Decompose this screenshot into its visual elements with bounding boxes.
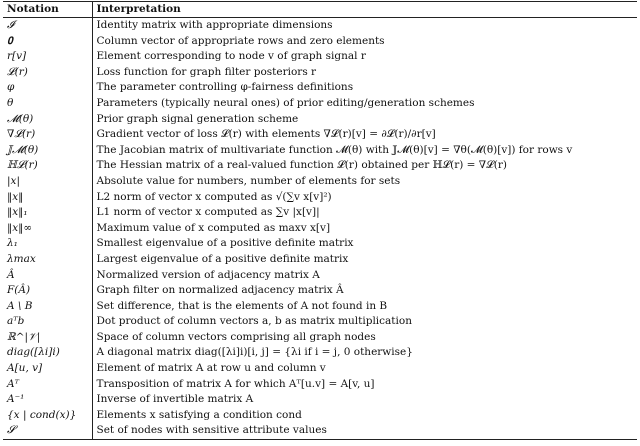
table-row xyxy=(3,423,637,439)
table-row xyxy=(3,96,637,112)
interpretation-cell: Set of nodes with sensitive attribute values xyxy=(96,424,327,437)
interpretation-cell: Set difference, that is the elements of A not found in B xyxy=(96,299,388,312)
notation-table xyxy=(3,1,637,440)
interpretation-cell: The Hessian matrix of a real-valued function 𝓛(r) obtained per ℍ𝓛(r) = ∇𝓛(r) xyxy=(96,159,507,172)
table-row xyxy=(3,158,637,174)
table-row xyxy=(3,236,637,252)
table-row xyxy=(3,34,637,50)
table-row xyxy=(3,221,637,237)
interpretation-cell: The Jacobian matrix of multivariate function 𝓜(θ) with 𝕁𝓜(θ)[v] = ∇θ(𝓜(θ)[v]) for rows v xyxy=(96,143,573,156)
notation-cell: Â xyxy=(3,268,92,284)
interpretation-cell: Maximum value of x computed as maxv x[v] xyxy=(96,221,331,234)
notation-cell: 𝓘 xyxy=(3,18,92,34)
interpretation-cell: Prior graph signal generation scheme xyxy=(96,112,299,125)
table-row xyxy=(3,299,637,315)
interpretation-cell: A diagonal matrix diag([λi]i)[i, j] = {λi if i = j, 0 otherwise} xyxy=(96,346,413,359)
table-body xyxy=(3,18,637,440)
notation-cell: 𝓢 xyxy=(3,423,92,439)
table-row xyxy=(3,127,637,143)
interpretation-cell: Element of matrix A at row u and column v xyxy=(96,362,326,375)
notation-cell: |x| xyxy=(3,174,92,190)
interpretation-cell: Transposition of matrix A for which Aᵀ[u.v] = A[v, u] xyxy=(96,377,375,390)
table-row xyxy=(3,268,637,284)
notation-cell: ‖x‖₁ xyxy=(3,205,92,221)
notation-cell: 𝕁𝓜(θ) xyxy=(3,143,92,159)
notation-cell: ℝ^|𝒱| xyxy=(3,330,92,346)
interpretation-cell: Graph filter on normalized adjacency matrix Â xyxy=(96,284,344,297)
interpretation-cell: Loss function for graph filter posteriors r xyxy=(96,65,317,78)
interpretation-cell: The parameter controlling φ-fairness definitions xyxy=(96,81,354,94)
table-row xyxy=(3,190,637,206)
interpretation-cell: Absolute value for numbers, number of elements for sets xyxy=(96,174,401,187)
notation-cell: A \ B xyxy=(3,299,92,315)
notation-cell: aᵀb xyxy=(3,314,92,330)
table-row xyxy=(3,143,637,159)
interpretation-cell: Space of column vectors comprising all graph nodes xyxy=(96,330,376,343)
notation-cell: {x | cond(x)} xyxy=(3,408,92,424)
notation-cell: ∇𝓛(r) xyxy=(3,127,92,143)
table-row xyxy=(3,377,637,393)
interpretation-cell: Identity matrix with appropriate dimensions xyxy=(96,19,333,31)
table-row xyxy=(3,408,637,424)
interpretation-cell: Column vector of appropriate rows and zero elements xyxy=(96,34,385,47)
table-row xyxy=(3,330,637,346)
header-notation: Notation xyxy=(3,2,92,18)
notation-cell: 𝓛(r) xyxy=(3,65,92,81)
notation-cell: ℍ𝓛(r) xyxy=(3,158,92,174)
interpretation-cell: Parameters (typically neural ones) of prior editing/generation schemes xyxy=(96,96,475,109)
table-row xyxy=(3,252,637,268)
notation-cell: θ xyxy=(3,96,92,112)
interpretation-cell: Inverse of invertible matrix A xyxy=(96,393,254,406)
table-row xyxy=(3,392,637,408)
notation-cell: λmax xyxy=(3,252,92,268)
table-row xyxy=(3,345,637,361)
notation-cell: A⁻¹ xyxy=(3,392,92,408)
interpretation-cell: L2 norm of vector x computed as √(∑v x[v]²) xyxy=(96,190,332,203)
header-interpretation: Interpretation xyxy=(96,3,181,15)
notation-cell: F(Â) xyxy=(3,283,92,299)
interpretation-cell: Gradient vector of loss 𝓛(r) with elements ∇𝓛(r)[v] = ∂𝓛(r)/∂r[v] xyxy=(96,128,436,141)
table-row xyxy=(3,174,637,190)
interpretation-cell: Elements x satisfying a condition cond xyxy=(96,408,302,421)
interpretation-cell: L1 norm of vector x computed as ∑v |x[v]| xyxy=(96,206,320,219)
notation-cell: r[v] xyxy=(3,49,92,65)
notation-cell: ‖x‖∞ xyxy=(3,221,92,237)
table-row xyxy=(3,18,637,34)
notation-cell: diag([λi]i) xyxy=(3,345,92,361)
notation-cell: 𝓜(θ) xyxy=(3,112,92,128)
interpretation-cell: Dot product of column vectors a, b as matrix multiplication xyxy=(96,315,412,328)
table-header xyxy=(3,2,637,18)
notation-cell: φ xyxy=(3,80,92,96)
interpretation-cell: Element corresponding to node v of graph signal r xyxy=(96,50,366,63)
table-row xyxy=(3,49,637,65)
notation-cell: ‖x‖ xyxy=(3,190,92,206)
notation-cell: 𝟎 xyxy=(3,34,92,50)
table-row xyxy=(3,205,637,221)
table-row xyxy=(3,314,637,330)
header-row xyxy=(3,2,637,18)
table-row xyxy=(3,65,637,81)
table-row xyxy=(3,80,637,96)
table-row xyxy=(3,112,637,128)
table-row xyxy=(3,283,637,299)
notation-cell: A[u, v] xyxy=(3,361,92,377)
notation-cell: λ₁ xyxy=(3,236,92,252)
interpretation-cell: Smallest eigenvalue of a positive definite matrix xyxy=(96,237,354,250)
notation-cell: Aᵀ xyxy=(3,377,92,393)
interpretation-cell: Largest eigenvalue of a positive definite matrix xyxy=(96,252,349,265)
table-row xyxy=(3,361,637,377)
interpretation-cell: Normalized version of adjacency matrix A xyxy=(96,268,320,281)
